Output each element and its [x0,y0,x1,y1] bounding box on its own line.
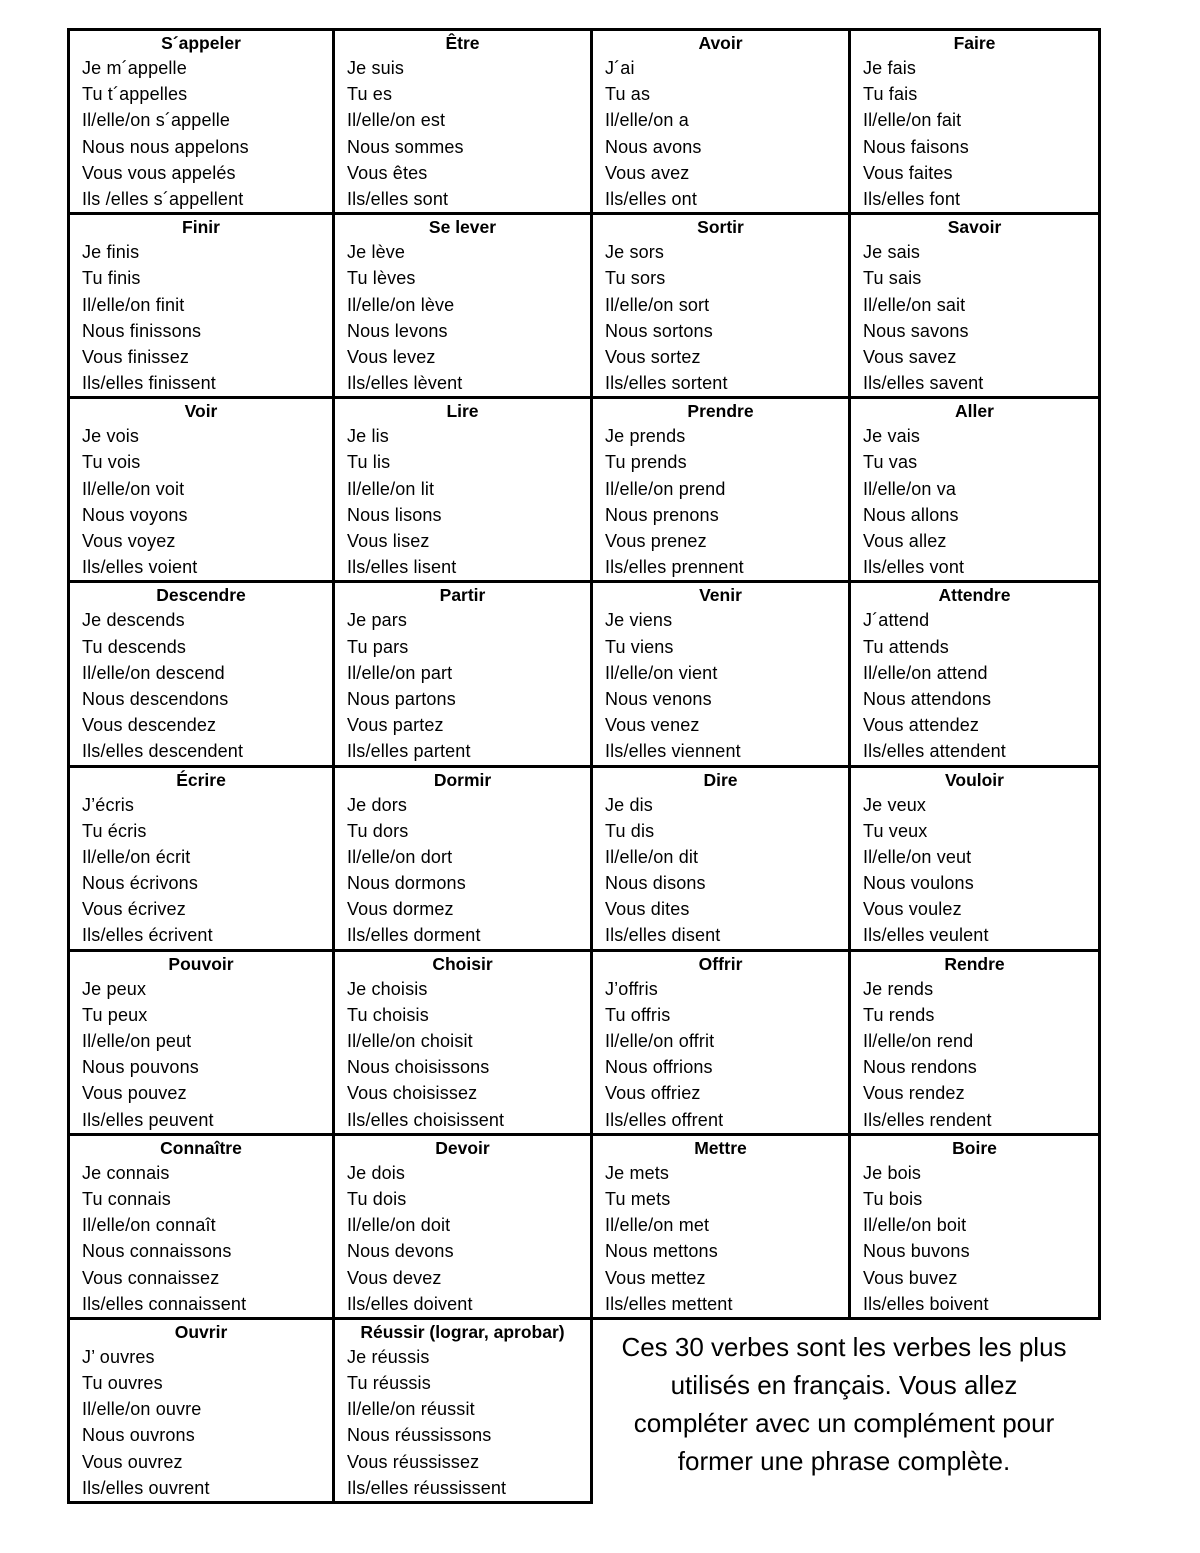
conjugation-line: Il/elle/on peut [82,1031,192,1051]
conjugation-line: Ils/elles savent [863,373,984,394]
conjugation-line: Tu vois [82,452,141,473]
verb-title: Ouvrir [174,1321,228,1342]
verb-cell [69,30,334,214]
conjugation-line: Il/elle/on lit [347,478,435,499]
conjugation-line: Tu descends [82,636,187,657]
verb-title: Pouvoir [168,953,234,974]
conjugation-line: Tu prends [605,452,687,473]
verb-cell [69,582,334,766]
conjugation-line: Il/elle/on réussit [347,1399,475,1420]
conjugation-line: Ils/elles descendent [82,741,244,762]
verb-cell [334,1318,592,1502]
conjugation-line: Il/elle/on attend [863,662,988,683]
conjugation-line: Tu peux [82,1004,148,1025]
conjugation-line: Il/elle/on offrit [605,1031,715,1051]
conjugation-line: Nous dormons [347,873,466,894]
conjugation-line: Nous descendons [82,688,229,709]
note-line: former une phrase complète. [677,1446,1011,1476]
conjugation-line: Il/elle/on va [863,478,957,499]
conjugation-line: Vous allez [863,531,947,551]
conjugation-line: Ils/elles ont [605,188,697,209]
verb-cell [334,398,592,582]
verb-title: Sortir [697,217,744,238]
conjugation-line: Nous voulons [863,873,974,894]
conjugation-line: Vous savez [863,346,957,367]
verb-title: Voir [184,401,218,422]
conjugation-line: Je réussis [347,1346,430,1367]
verb-cell [850,582,1100,766]
conjugation-line: Je mets [605,1162,670,1183]
conjugation-line: Vous offriez [605,1083,701,1104]
conjugation-line: Ils/elles réussissent [347,1477,507,1498]
verb-title: Réussir (lograr, aprobar) [360,1321,565,1342]
verb-cell [592,950,850,1134]
conjugation-line: Nous buvons [863,1241,970,1262]
verb-cell [592,582,850,766]
conjugation-line: J’offris [605,978,658,999]
verb-cell [69,1134,334,1318]
conjugation-line: Je lève [347,242,406,263]
table-row [69,766,1100,950]
conjugation-line: Ils/elles boivent [863,1293,989,1314]
conjugation-line: Je fais [863,58,917,78]
conjugation-line: Ils/elles ouvrent [82,1477,210,1498]
conjugation-line: Il/elle/on sort [605,294,710,315]
verb-cell [592,398,850,582]
verb-conjugation-table [67,28,1101,1504]
conjugation-line: Tu attends [863,636,949,657]
verb-cell [850,766,1100,950]
verb-cell [69,398,334,582]
conjugation-line: Vous partez [347,715,444,736]
conjugation-line: Ils/elles vont [863,557,965,578]
conjugation-line: Tu sors [605,268,666,289]
verb-cell [592,1134,850,1318]
verb-title: Avoir [698,33,743,53]
conjugation-line: Vous prenez [605,531,707,551]
conjugation-line: Tu rends [863,1004,935,1025]
verb-title: Écrire [176,769,226,790]
conjugation-line: Vous faites [863,162,953,183]
conjugation-line: Je prends [605,426,686,447]
conjugation-line: Ils/elles voient [82,557,198,578]
conjugation-line: Nous partons [347,688,456,709]
conjugation-line: Vous vous appelés [82,162,236,183]
table-row [69,582,1100,766]
conjugation-line: Nous sortons [605,320,713,341]
conjugation-line: Ils /elles s´appellent [82,188,244,209]
verb-title: Faire [953,33,996,53]
verb-cell [592,766,850,950]
conjugation-line: Nous rendons [863,1057,977,1078]
conjugation-line: Il/elle/on ouvre [82,1399,202,1420]
verb-title: Être [445,33,480,53]
conjugation-line: Je peux [82,978,147,999]
conjugation-line: J’écris [82,794,135,815]
conjugation-line: Nous prenons [605,504,719,525]
conjugation-line: Nous pouvons [82,1057,199,1078]
conjugation-line: Tu sais [863,268,922,289]
conjugation-line: Il/elle/on veut [863,846,972,867]
conjugation-line: Tu t´appelles [82,84,188,105]
conjugation-line: Il/elle/on rend [863,1031,974,1051]
conjugation-line: Il/elle/on boit [863,1215,967,1236]
conjugation-line: Nous mettons [605,1241,718,1262]
conjugation-line: J´attend [863,610,930,631]
conjugation-line: Je descends [82,610,185,631]
conjugation-line: Nous savons [863,320,969,341]
conjugation-line: Tu dois [347,1188,407,1209]
conjugation-line: Je choisis [347,978,428,999]
conjugation-line: Tu dis [605,820,655,841]
conjugation-line: Nous nous appelons [82,136,249,157]
verb-cell [334,766,592,950]
conjugation-line: Je sais [863,242,921,263]
conjugation-line: Ils/elles doivent [347,1293,473,1314]
table-row [69,214,1100,398]
conjugation-line: Ils/elles prennent [605,557,744,578]
conjugation-line: Il/elle/on finit [82,294,185,315]
conjugation-line: Il/elle/on dit [605,846,699,867]
conjugation-line: Tu dors [347,820,409,841]
conjugation-line: Vous connaissez [82,1267,220,1288]
conjugation-line: Ils/elles écrivent [82,925,213,946]
verb-title: Choisir [432,953,493,974]
verb-title: Rendre [944,953,1005,974]
conjugation-line: Tu réussis [347,1373,431,1394]
conjugation-line: Je finis [82,242,140,263]
conjugation-line: Ils/elles lisent [347,557,457,578]
conjugation-line: Tu connais [82,1188,171,1209]
conjugation-line: Il/elle/on prend [605,478,726,499]
conjugation-line: Je dors [347,794,408,815]
conjugation-line: Je rends [863,978,934,999]
conjugation-line: Nous faisons [863,136,969,157]
conjugation-line: Je dis [605,794,653,815]
verb-cell [592,30,850,214]
conjugation-line: Ils/elles sortent [605,373,728,394]
verb-title: Boire [952,1137,997,1158]
conjugation-line: Vous êtes [347,162,428,183]
verb-title: Partir [439,585,486,606]
conjugation-line: Ils/elles veulent [863,925,989,946]
verb-title: Aller [955,401,994,422]
conjugation-line: Nous écrivons [82,873,198,894]
verb-cell [850,1134,1100,1318]
conjugation-line: Vous rendez [863,1083,965,1104]
conjugation-line: Ils/elles offrent [605,1109,724,1130]
verb-title: S´appeler [161,33,241,53]
conjugation-line: Vous devez [347,1267,442,1288]
conjugation-line: Nous venons [605,688,712,709]
verb-title: Mettre [694,1137,747,1158]
verb-title: Connaître [160,1137,242,1158]
conjugation-line: Ils/elles mettent [605,1293,733,1314]
conjugation-line: Vous levez [347,346,436,367]
conjugation-line: Tu es [347,84,393,105]
conjugation-line: Vous écrivez [82,899,186,920]
conjugation-line: Tu lis [347,452,391,473]
conjugation-line: Nous ouvrons [82,1425,195,1446]
conjugation-line: Ils/elles sont [347,188,449,209]
verb-cell [69,950,334,1134]
conjugation-line: Je m´appelle [82,58,187,78]
conjugation-line: Nous disons [605,873,706,894]
conjugation-line: Tu vas [863,452,918,473]
verb-title: Offrir [698,953,743,974]
conjugation-line: Ils/elles peuvent [82,1109,214,1130]
conjugation-line: Il/elle/on doit [347,1215,451,1236]
conjugation-line: Ils/elles dorment [347,925,481,946]
conjugation-line: Nous devons [347,1241,454,1262]
conjugation-line: Vous voyez [82,531,176,551]
conjugation-line: Je dois [347,1162,406,1183]
verb-title: Vouloir [945,769,1004,790]
conjugation-line: Tu as [605,84,651,105]
verb-cell [850,30,1100,214]
conjugation-line: Tu écris [82,820,147,841]
verb-title: Savoir [947,217,1002,238]
conjugation-line: Tu lèves [347,268,416,289]
conjugation-line: Tu finis [82,268,141,289]
conjugation-line: Vous voulez [863,899,962,920]
conjugation-line: Ils/elles lèvent [347,373,463,394]
verb-cell [334,30,592,214]
conjugation-line: Ils/elles disent [605,925,721,946]
table-row [69,950,1100,1134]
conjugation-line: Je sors [605,242,665,263]
conjugation-line: Ils/elles choisissent [347,1109,505,1130]
conjugation-line: Tu ouvres [82,1373,163,1394]
verb-cell [334,214,592,398]
conjugation-line: Ils/elles rendent [863,1109,992,1130]
table-row [69,398,1100,582]
conjugation-line: Ils/elles connaissent [82,1293,247,1314]
verb-title: Venir [699,585,742,606]
conjugation-line: Ils/elles attendent [863,741,1006,762]
conjugation-line: Vous réussissez [347,1451,480,1472]
conjugation-line: Je suis [347,58,405,78]
conjugation-line: Je lis [347,426,389,447]
conjugation-line: Tu choisis [347,1004,429,1025]
conjugation-line: Vous attendez [863,715,980,736]
conjugation-line: Je pars [347,610,408,631]
conjugation-line: Tu viens [605,636,674,657]
conjugation-line: Je vais [863,426,921,447]
conjugation-line: Nous voyons [82,504,188,525]
conjugation-line: Tu fais [863,84,918,105]
conjugation-line: Ils/elles partent [347,741,471,762]
conjugation-line: Il/elle/on lève [347,294,455,315]
conjugation-line: Vous ouvrez [82,1451,183,1472]
conjugation-line: Il/elle/on a [605,110,689,131]
verb-title: Se lever [428,217,497,238]
verb-title: Prendre [687,401,754,422]
verb-cell [850,214,1100,398]
verb-title: Finir [182,217,220,238]
conjugation-line: Nous attendons [863,688,992,709]
conjugation-line: Il/elle/on descend [82,662,225,683]
conjugation-line: Nous lisons [347,504,442,525]
conjugation-line: Vous pouvez [82,1083,187,1104]
verb-title: Descendre [156,585,246,606]
verb-title: Devoir [435,1137,490,1158]
conjugation-line: J’ ouvres [82,1346,155,1367]
note-line: Ces 30 verbes sont les verbes les plus [621,1332,1067,1362]
conjugation-line: J´ai [605,58,635,78]
table-row [69,30,1100,214]
conjugation-line: Vous sortez [605,346,701,367]
conjugation-line: Nous avons [605,136,702,157]
conjugation-line: Nous choisissons [347,1057,490,1078]
note-text [594,1328,1094,1480]
conjugation-line: Vous buvez [863,1267,958,1288]
conjugation-line: Nous connaissons [82,1241,232,1262]
conjugation-line: Vous mettez [605,1267,706,1288]
verb-cell [334,950,592,1134]
conjugation-line: Vous descendez [82,715,217,736]
conjugation-line: Vous choisissez [347,1083,478,1104]
conjugation-line: Nous réussissons [347,1425,492,1446]
verb-cell [69,1318,334,1502]
conjugation-line: Je vois [82,426,140,447]
verb-cell [69,766,334,950]
conjugation-line: Il/elle/on fait [863,110,962,131]
verb-title: Attendre [938,585,1011,606]
verb-title: Dormir [433,769,492,790]
conjugation-line: Il/elle/on dort [347,846,453,867]
conjugation-line: Tu bois [863,1188,923,1209]
note-line: compléter avec un complément pour [633,1408,1055,1438]
verb-cell [334,1134,592,1318]
conjugation-line: Il/elle/on connaît [82,1215,216,1236]
conjugation-line: Il/elle/on sait [863,294,966,315]
conjugation-line: Vous lisez [347,531,430,551]
conjugation-line: Vous avez [605,162,690,183]
conjugation-line: Nous allons [863,504,959,525]
conjugation-line: Tu veux [863,820,928,841]
verb-cell [334,582,592,766]
conjugation-line: Tu mets [605,1188,671,1209]
table-row [69,1134,1100,1318]
conjugation-line: Tu offris [605,1004,671,1025]
conjugation-line: Il/elle/on choisit [347,1031,473,1051]
conjugation-line: Il/elle/on est [347,110,446,131]
conjugation-line: Vous dites [605,899,690,920]
verb-cell [850,398,1100,582]
conjugation-line: Nous levons [347,320,448,341]
conjugation-line: Je viens [605,610,673,631]
conjugation-line: Vous dormez [347,899,454,920]
verb-title: Dire [703,769,738,790]
conjugation-line: Il/elle/on écrit [82,846,191,867]
conjugation-line: Il/elle/on part [347,662,453,683]
conjugation-line: Nous sommes [347,136,464,157]
conjugation-line: Il/elle/on voit [82,478,185,499]
conjugation-line: Ils/elles viennent [605,741,741,762]
conjugation-line: Je veux [863,794,927,815]
conjugation-line: Vous finissez [82,346,190,367]
note-line: utilisés en français. Vous allez [670,1370,1018,1400]
conjugation-line: Ils/elles finissent [82,373,216,394]
verb-title: Lire [446,401,479,422]
conjugation-line: Nous finissons [82,320,202,341]
conjugation-line: Il/elle/on vient [605,662,718,683]
conjugation-line: Il/elle/on s´appelle [82,110,231,131]
conjugation-line: Je connais [82,1162,170,1183]
conjugation-line: Il/elle/on met [605,1215,710,1236]
conjugation-line: Je bois [863,1162,922,1183]
conjugation-line: Ils/elles font [863,188,961,209]
verb-cell [69,214,334,398]
verb-cell [592,214,850,398]
verb-cell [850,950,1100,1134]
conjugation-line: Vous venez [605,715,700,736]
conjugation-line: Tu pars [347,636,409,657]
conjugation-line: Nous offrions [605,1057,713,1078]
